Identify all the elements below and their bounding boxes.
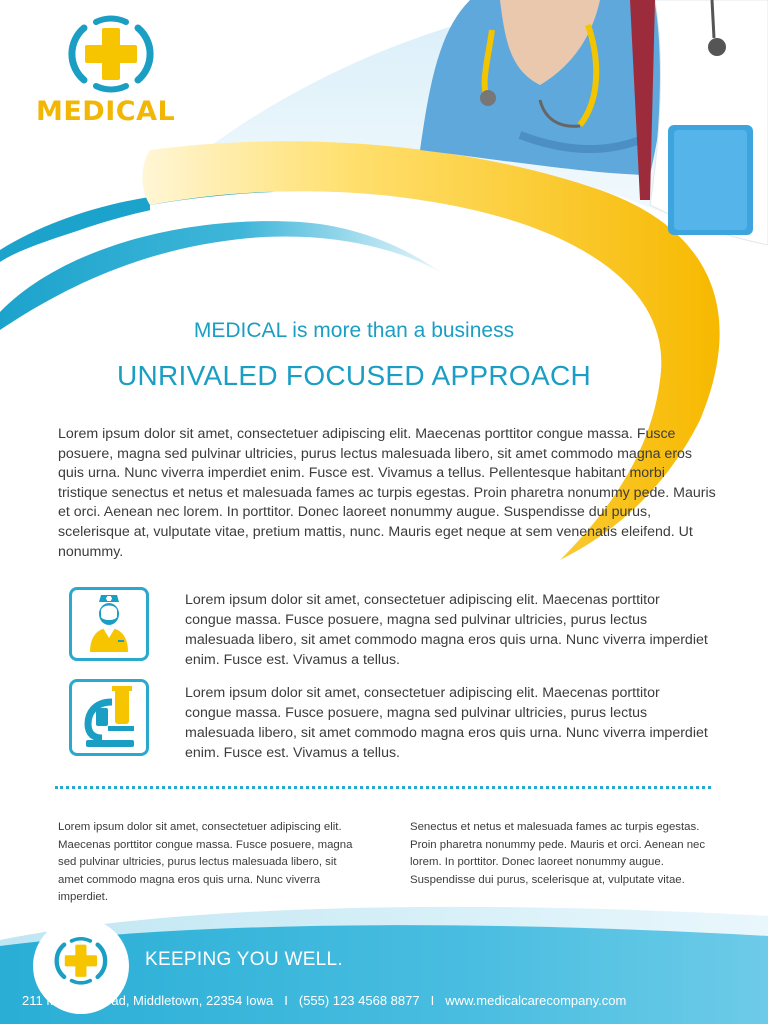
microscope-icon [72, 682, 146, 753]
headline: UNRIVALED FOCUSED APPROACH [116, 360, 592, 391]
feature-text-1: Lorem ipsum dolor sit amet, consectetuer adipiscing elit. Maecenas porttitor congue massa. Fusce posuere, magna sed pulvinar ultricies, purus lectus malesuada libero, sit amet commodo magna eros quis urna. Nunc viverra imperdiet enim. Fusce est. Vivamus a tellus. [185, 592, 708, 668]
tagline: MEDICAL is more than a business [193, 319, 515, 342]
footer-contact [22, 993, 626, 1008]
feature-text-2: Lorem ipsum dolor sit amet, consectetuer adipiscing elit. Maecenas porttitor congue massa. Fusce posuere, magna sed pulvinar ultricies, purus lectus malesuada libero, sit amet commodo magna eros quis urna. Nunc viverra imperdiet enim. Fusce est. Vivamus a tellus. [185, 685, 708, 761]
intro-paragraph: Lorem ipsum dolor sit amet, consectetuer adipiscing elit. Maecenas porttitor congue massa. Fusce posuere, magna sed pulvinar ultricies, purus lectus malesuada libero, sit amet commodo magna eros quis urna. Nunc viverra imperdiet enim. Fusce est. Vivamus a tellus. Pellentesque habitant morbi tristique senectus et netus et malesuada fames ac turpis egestas. Proin pharetra nonummy pede. Mauris et orci. Aenean nec lorem. In porttitor. Donec laoreet nonummy augue. Suspendisse dui purus, scelerisque at, vulputate vitae, pretium mattis, nunc. Mauris eget neque at sem venenatis eleifend. Ut nonummy. [58, 426, 716, 560]
dotted-divider [55, 786, 711, 789]
brand-name: MEDICAL [36, 96, 176, 127]
microscope-icon-frame [69, 679, 149, 756]
footer-website-link[interactable]: www.medicalcarecompany.com [445, 993, 627, 1008]
footer-title: KEEPING YOU WELL. [145, 949, 343, 970]
footer-phone: (555) 123 4568 8877 [298, 993, 420, 1008]
right-column-text: Senectus et netus et malesuada fames ac turpis egestas. Proin pharetra nonummy pede. Mauris et orci. Aenean nec lorem. In porttitor. Donec laoreet nonummy augue. Suspendisse dui purus, scelerisque at, vulputate vitae. [410, 821, 706, 886]
medical-cross-icon [66, 14, 156, 94]
footer-address: 211 Medical Road, Middletown, 22354 Iowa [22, 993, 274, 1008]
brand-logo [36, 14, 196, 127]
nurse-icon [72, 590, 146, 658]
footer-separator: I [430, 993, 435, 1008]
left-column-text: Lorem ipsum dolor sit amet, consectetuer adipiscing elit. Maecenas porttitor congue massa. Fusce posuere, magna sed pulvinar ultricies, purus lectus malesuada libero, sit amet commodo magna eros quis urna. Nunc viverra imperdiet. [58, 821, 353, 903]
footer-separator: I [284, 993, 288, 1008]
nurse-icon-frame [69, 587, 149, 661]
